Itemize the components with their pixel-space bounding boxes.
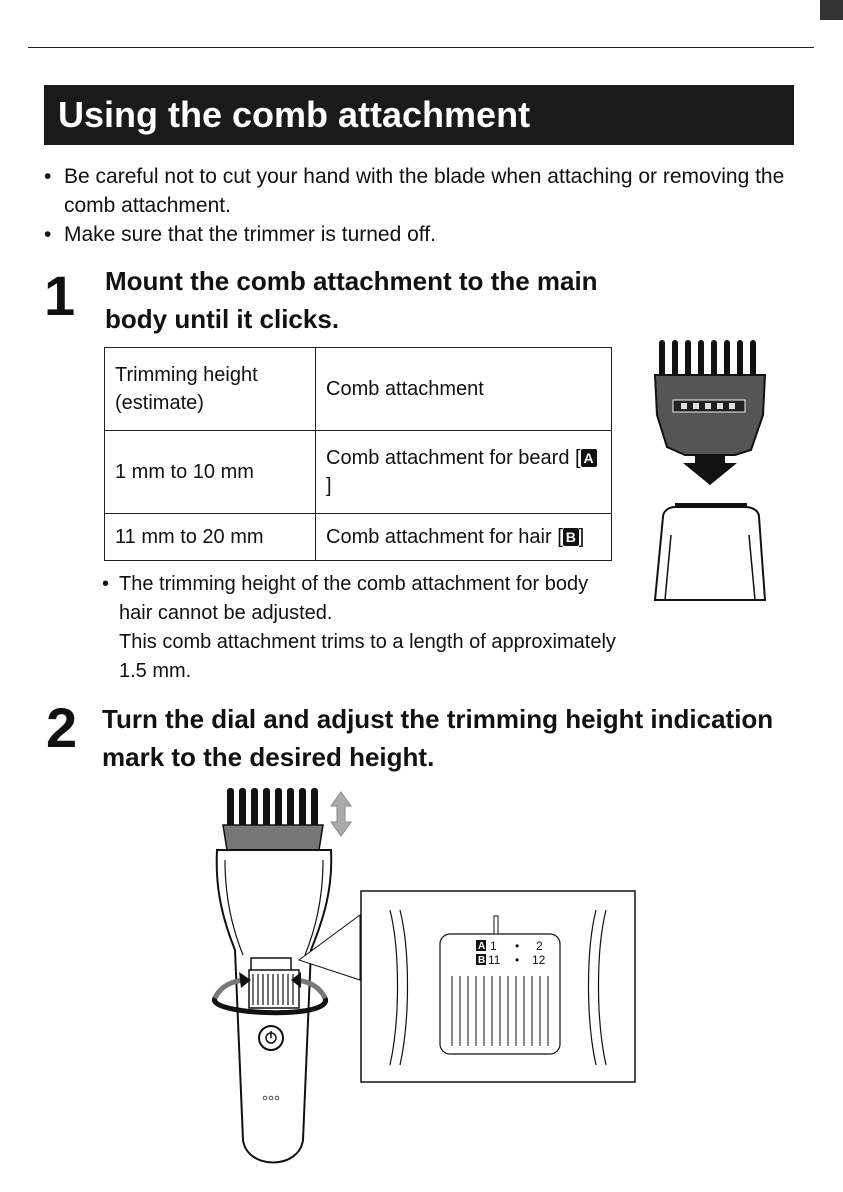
mount-comb-illustration (645, 335, 775, 610)
section-title: Using the comb attachment (58, 94, 531, 135)
precaution-item (44, 162, 804, 220)
table-row (105, 430, 612, 513)
dial-key-a: A (478, 941, 486, 952)
bullet-mark: • (44, 165, 52, 188)
dial-key-b: B (478, 955, 486, 966)
dial-a-value: 1 (490, 939, 497, 953)
header-rule (28, 47, 814, 48)
attachment-name: Comb attachment for hair (326, 525, 552, 548)
dial-a-dot: • (515, 939, 520, 953)
bullet-mark: • (44, 223, 52, 246)
step-number-2: 2 (46, 696, 78, 759)
note-text: This comb attachment trims to a length of approximately 1.5 mm. (119, 631, 616, 682)
precaution-text: Make sure that the trimmer is turned off. (64, 223, 436, 246)
note-item (102, 570, 622, 686)
precaution-item (44, 220, 804, 249)
cell-attachment: Comb attachment for beard [ A] (316, 430, 612, 513)
comb-body-icon (655, 375, 765, 455)
section-title-bar (44, 85, 794, 145)
trimmer-head-icon (655, 507, 765, 600)
note-text: The trimming height of the comb attachment for body hair cannot be adjusted. (119, 573, 589, 624)
cell-attachment: Comb attachment for hair [ B ] (316, 513, 612, 560)
body-hair-note (102, 570, 622, 686)
trimming-height-table (104, 347, 612, 561)
table-row (105, 513, 612, 560)
cell-height: 11 mm to 20 mm (105, 513, 316, 560)
dial-b-value: 12 (532, 953, 546, 967)
header-comb-attachment: Comb attachment (316, 348, 612, 431)
header-trimming-height: Trimming height (estimate) (105, 348, 316, 431)
attachment-name: Comb attachment for beard (326, 446, 570, 469)
dial-b-value: 11 (488, 953, 501, 967)
key-b-badge: B (563, 528, 579, 546)
dial-b-dot: • (515, 953, 520, 967)
dial-icon (249, 970, 299, 1008)
precaution-text: Be careful not to cut your hand with the blade when attaching or removing the comb attachment. (64, 165, 785, 217)
step-instruction-2: Turn the dial and adjust the trimming height indication mark to the desired height. (102, 704, 774, 772)
step-instruction-1: Mount the comb attachment to the main body until it clicks. (105, 266, 598, 334)
up-down-arrow-icon (331, 792, 351, 836)
cell-height: 1 mm to 10 mm (105, 430, 316, 513)
step-number-1: 1 (44, 264, 76, 327)
table-header-row (105, 348, 612, 431)
dial-a-value: 2 (536, 939, 543, 953)
down-arrow-icon (683, 455, 737, 485)
key-a-badge: A (581, 449, 597, 467)
dial-zoom-inset (360, 890, 636, 1083)
page-tab-marker (820, 0, 843, 20)
bullet-mark: • (102, 573, 110, 595)
precaution-list (44, 162, 804, 249)
